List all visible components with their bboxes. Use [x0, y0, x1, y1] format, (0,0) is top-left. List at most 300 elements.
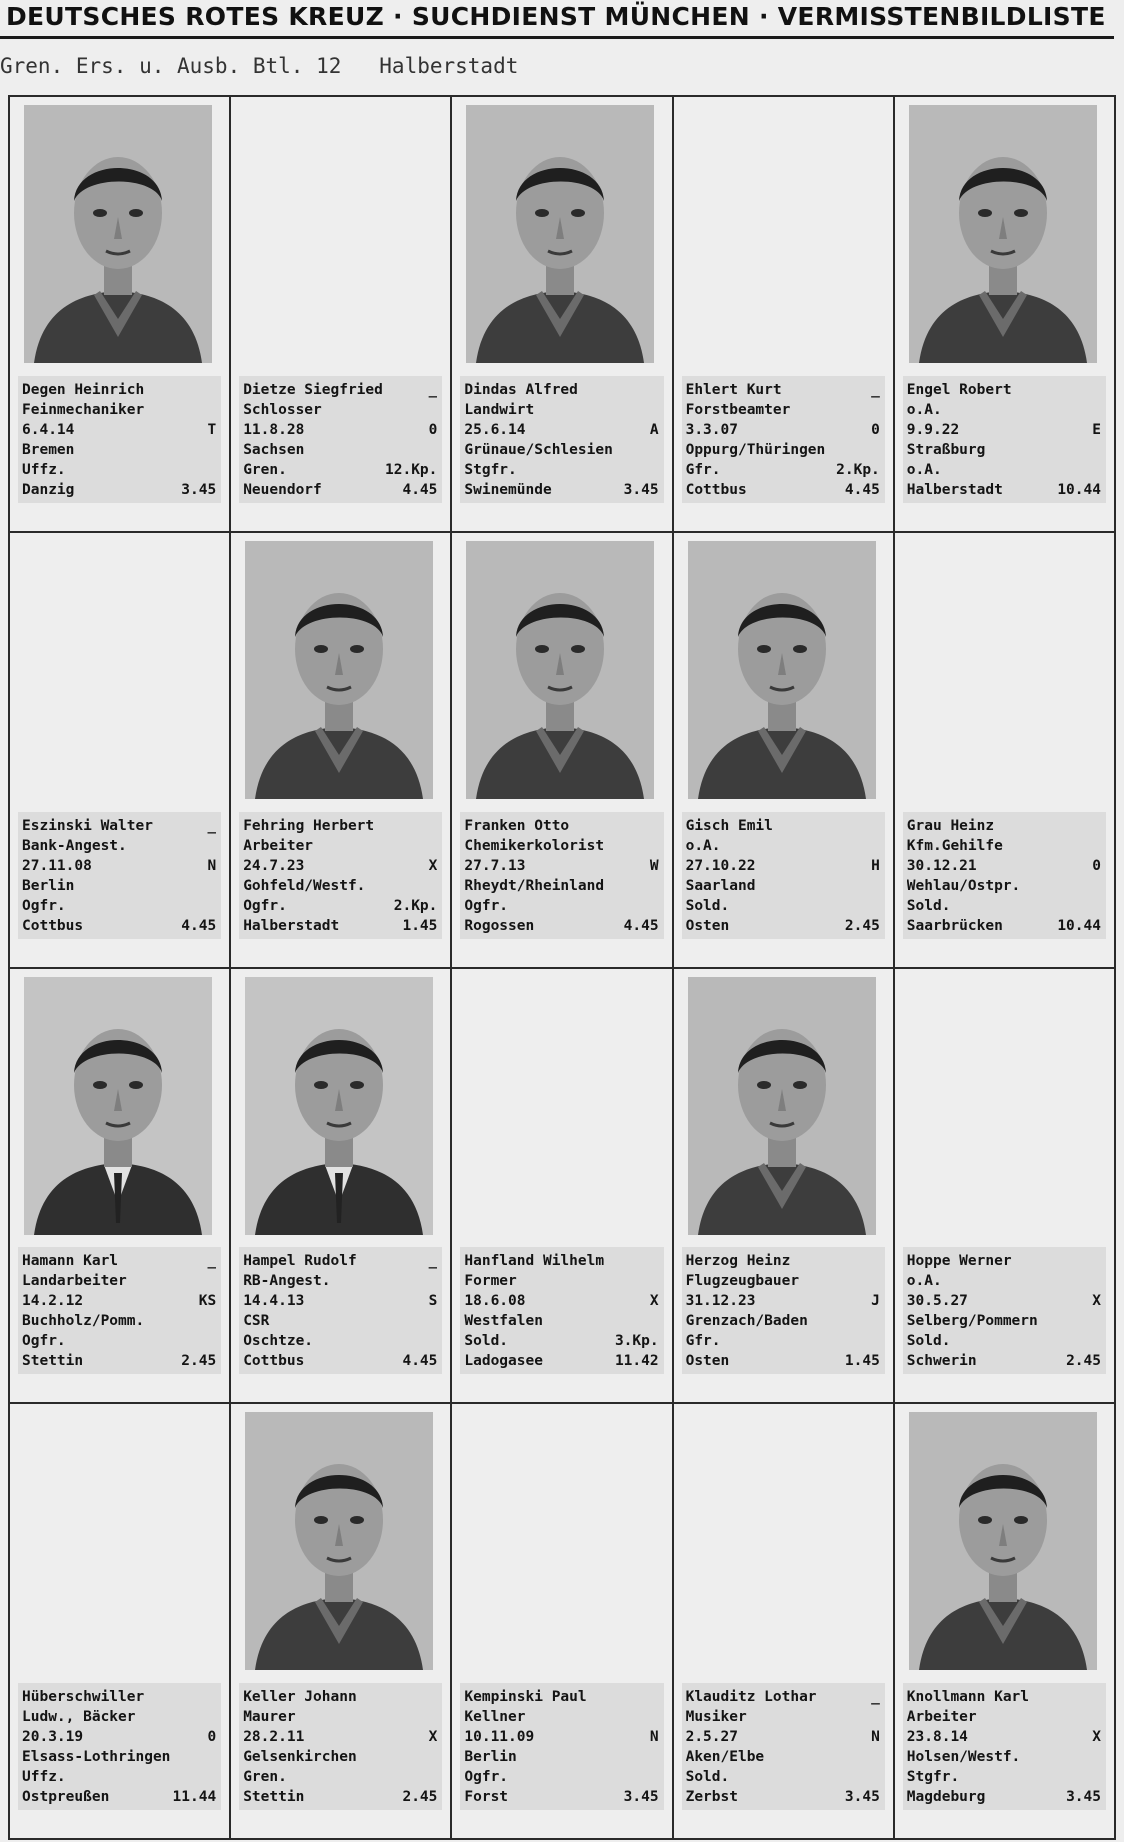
- info-value: 4.45: [402, 1353, 438, 1370]
- info-text: Hanfland Wilhelm: [464, 1253, 605, 1270]
- info-value: A: [649, 421, 659, 438]
- person-info: [18, 812, 221, 939]
- person-photo: [466, 541, 654, 799]
- info-text: 14.4.13: [243, 1293, 305, 1310]
- info-text: Ogfr.: [22, 1333, 66, 1350]
- info-text: Selberg/Pommern: [906, 1313, 1038, 1330]
- info-value: X: [1092, 1293, 1101, 1310]
- info-text: 10.11.09: [464, 1729, 535, 1745]
- person-info: [903, 1247, 1106, 1374]
- person-photo: [24, 105, 212, 363]
- info-value: 4.45: [181, 917, 217, 934]
- info-text: o.A.: [906, 401, 942, 418]
- info-line: [22, 1787, 216, 1807]
- info-text: Westfalen: [464, 1313, 543, 1330]
- info-value: 0: [428, 421, 438, 438]
- info-line: [22, 1707, 216, 1727]
- info-text: Halberstadt: [243, 917, 340, 934]
- info-text: Wehlau/Ostpr.: [906, 877, 1021, 894]
- info-text: 28.2.11: [243, 1729, 305, 1745]
- info-text: Stgfr.: [906, 1769, 960, 1785]
- info-line: [464, 836, 658, 856]
- person-card: [674, 97, 895, 533]
- info-value: _: [207, 817, 217, 834]
- info-value: N: [207, 857, 217, 874]
- info-text: Landarbeiter: [22, 1273, 127, 1290]
- info-line: [243, 1787, 437, 1807]
- info-line: [22, 1331, 216, 1351]
- info-text: 27.10.22: [685, 857, 756, 874]
- info-value: H: [871, 857, 880, 874]
- info-line: [907, 440, 1101, 460]
- info-line: [243, 1251, 437, 1271]
- info-value: 2.Kp.: [393, 897, 438, 914]
- info-line: [907, 1271, 1101, 1291]
- info-text: Kfm.Gehilfe: [906, 837, 1003, 854]
- info-value: 0: [1092, 857, 1101, 874]
- info-line: [243, 1331, 437, 1351]
- info-line: [243, 1707, 437, 1727]
- info-text: Hüberschwiller: [22, 1689, 145, 1705]
- info-text: Dietze Siegfried: [243, 381, 383, 398]
- info-value: 3.45: [623, 1789, 659, 1805]
- info-text: Buchholz/Pomm.: [22, 1313, 145, 1330]
- info-line: [464, 816, 658, 836]
- info-text: Rogossen: [464, 917, 535, 934]
- info-line: [243, 400, 437, 420]
- info-line: [686, 480, 880, 500]
- info-line: [464, 440, 658, 460]
- info-line: [464, 460, 658, 480]
- info-value: 3.45: [623, 481, 659, 498]
- info-line: [243, 480, 437, 500]
- person-photo: [909, 105, 1097, 363]
- info-text: Chemikerkolorist: [464, 837, 605, 854]
- info-line: [464, 856, 658, 876]
- info-text: Osten: [685, 917, 730, 934]
- info-text: Ladogasee: [464, 1353, 543, 1370]
- info-line: [686, 1787, 880, 1807]
- info-text: Flugzeugbauer: [685, 1273, 800, 1290]
- info-value: 3.45: [181, 481, 217, 498]
- info-text: Landwirt: [464, 401, 535, 418]
- info-line: [464, 1351, 658, 1371]
- person-info: [682, 812, 885, 939]
- info-text: 9.9.22: [906, 421, 960, 438]
- info-text: Magdeburg: [906, 1789, 986, 1805]
- person-card: [231, 533, 452, 969]
- info-line: [686, 1291, 880, 1311]
- info-line: [907, 876, 1101, 896]
- info-line: [22, 816, 216, 836]
- info-line: [243, 856, 437, 876]
- info-line: [243, 1291, 437, 1311]
- person-card: [895, 97, 1116, 533]
- info-text: Forstbeamter: [685, 401, 791, 418]
- info-value: 12.Kp.: [385, 461, 438, 478]
- info-text: Zerbst: [685, 1789, 738, 1805]
- info-line: [686, 1747, 880, 1767]
- info-text: o.A.: [906, 461, 942, 478]
- info-text: Gisch Emil: [685, 817, 773, 834]
- info-line: [243, 1311, 437, 1331]
- person-info: [682, 1247, 885, 1374]
- info-line: [907, 1707, 1101, 1727]
- person-card: [10, 97, 231, 533]
- info-line: [22, 1727, 216, 1747]
- info-line: [907, 836, 1101, 856]
- info-text: Grünaue/Schlesien: [464, 441, 613, 458]
- info-text: Arbeiter: [906, 1709, 977, 1725]
- info-line: [22, 1767, 216, 1787]
- info-text: Straßburg: [906, 441, 986, 458]
- person-info: [239, 376, 442, 503]
- info-text: Bank-Angest.: [22, 837, 127, 854]
- info-text: 20.3.19: [22, 1729, 84, 1745]
- info-line: [907, 1331, 1101, 1351]
- person-card: [895, 1404, 1116, 1840]
- person-info: [903, 1683, 1106, 1810]
- info-line: [243, 440, 437, 460]
- info-line: [686, 1271, 880, 1291]
- info-line: [464, 1291, 658, 1311]
- person-info: [18, 1683, 221, 1810]
- info-text: 11.8.28: [243, 421, 305, 438]
- info-value: 1.45: [844, 1353, 880, 1370]
- info-value: X: [1092, 1729, 1101, 1745]
- info-line: [686, 916, 880, 936]
- info-value: N: [649, 1729, 659, 1745]
- info-text: Hoppe Werner: [906, 1253, 1012, 1270]
- info-line: [243, 816, 437, 836]
- info-text: Forst: [464, 1789, 509, 1805]
- info-text: Engel Robert: [906, 381, 1012, 398]
- info-line: [686, 1331, 880, 1351]
- info-text: Oschtze.: [243, 1333, 314, 1350]
- info-value: _: [428, 381, 438, 398]
- person-info: [903, 812, 1106, 939]
- info-line: [686, 440, 880, 460]
- person-photo: [24, 977, 212, 1235]
- info-line: [243, 1727, 437, 1747]
- person-photo: [245, 977, 433, 1235]
- info-value: 11.42: [614, 1353, 659, 1370]
- info-text: Danzig: [22, 481, 75, 498]
- info-text: o.A.: [685, 837, 721, 854]
- info-text: 18.6.08: [464, 1293, 526, 1310]
- info-line: [907, 856, 1101, 876]
- info-text: Musiker: [685, 1709, 747, 1725]
- info-line: [686, 1767, 880, 1787]
- info-text: Ogfr.: [22, 897, 66, 914]
- person-card: [231, 1404, 452, 1840]
- person-info: [460, 1247, 663, 1374]
- info-line: [464, 400, 658, 420]
- info-text: Ogfr.: [464, 1769, 509, 1785]
- info-text: Sold.: [685, 897, 730, 914]
- info-line: [243, 460, 437, 480]
- info-text: Saarland: [685, 877, 756, 894]
- info-line: [686, 856, 880, 876]
- info-line: [464, 876, 658, 896]
- person-info: [239, 1683, 442, 1810]
- info-value: 2.45: [181, 1353, 217, 1370]
- info-line: [22, 1271, 216, 1291]
- info-line: [907, 480, 1101, 500]
- info-line: [907, 1727, 1101, 1747]
- info-line: [464, 1767, 658, 1787]
- page-header: [0, 0, 1124, 44]
- person-card: [674, 969, 895, 1405]
- info-line: [686, 876, 880, 896]
- info-text: o.A.: [906, 1273, 942, 1290]
- info-line: [464, 1311, 658, 1331]
- info-line: [907, 916, 1101, 936]
- info-line: [907, 380, 1101, 400]
- info-value: 3.45: [1066, 1789, 1101, 1805]
- info-text: Berlin: [464, 1749, 517, 1765]
- person-photo: [909, 1412, 1097, 1670]
- info-line: [686, 1351, 880, 1371]
- info-text: Grenzach/Baden: [685, 1313, 808, 1330]
- person-card: [10, 969, 231, 1405]
- info-line: [22, 876, 216, 896]
- info-line: [686, 1251, 880, 1271]
- info-value: T: [207, 421, 217, 438]
- info-line: [686, 380, 880, 400]
- header-divider: [0, 36, 1114, 39]
- info-line: [464, 1747, 658, 1767]
- info-text: Franken Otto: [464, 817, 570, 834]
- info-value: 2.Kp.: [836, 461, 880, 478]
- info-text: Hampel Rudolf: [243, 1253, 357, 1270]
- info-text: Uffz.: [22, 461, 66, 478]
- person-info: [460, 376, 663, 503]
- info-line: [22, 1291, 216, 1311]
- info-value: 1.45: [402, 917, 438, 934]
- info-line: [22, 896, 216, 916]
- info-line: [907, 816, 1101, 836]
- info-text: Stgfr.: [464, 461, 517, 478]
- info-line: [464, 916, 658, 936]
- person-photo: [245, 1412, 433, 1670]
- info-line: [907, 1787, 1101, 1807]
- person-card: [231, 969, 452, 1405]
- info-value: 11.44: [172, 1789, 217, 1805]
- info-text: Keller Johann: [243, 1689, 357, 1705]
- info-value: 0: [207, 1729, 217, 1745]
- info-text: 31.12.23: [685, 1293, 756, 1310]
- info-line: [464, 1787, 658, 1807]
- info-line: [243, 420, 437, 440]
- info-text: Berlin: [22, 877, 75, 894]
- info-text: Stettin: [243, 1789, 305, 1805]
- info-line: [22, 1687, 216, 1707]
- info-value: X: [428, 857, 438, 874]
- info-line: [22, 856, 216, 876]
- info-text: Grau Heinz: [906, 817, 995, 834]
- info-text: Dindas Alfred: [464, 381, 578, 398]
- info-text: Schlosser: [243, 401, 322, 418]
- info-line: [464, 1271, 658, 1291]
- person-info: [682, 376, 885, 503]
- info-line: [686, 420, 880, 440]
- info-line: [907, 420, 1101, 440]
- info-text: Sold.: [906, 1333, 951, 1350]
- info-line: [907, 1251, 1101, 1271]
- info-text: 24.7.23: [243, 857, 305, 874]
- info-line: [907, 1351, 1101, 1371]
- info-value: W: [649, 857, 659, 874]
- person-photo: [688, 977, 876, 1235]
- info-value: 4.45: [402, 481, 438, 498]
- info-line: [907, 896, 1101, 916]
- info-value: _: [871, 381, 880, 398]
- info-text: Herzog Heinz: [685, 1253, 791, 1270]
- info-line: [686, 1707, 880, 1727]
- info-text: Halberstadt: [906, 481, 1003, 498]
- info-text: Sold.: [464, 1333, 509, 1350]
- info-line: [464, 896, 658, 916]
- info-line: [686, 1727, 880, 1747]
- info-line: [686, 1311, 880, 1331]
- info-line: [686, 400, 880, 420]
- info-line: [243, 896, 437, 916]
- info-value: 3.45: [844, 1789, 880, 1805]
- info-value: 2.45: [1066, 1353, 1101, 1370]
- person-card: [895, 969, 1116, 1405]
- person-info: [460, 1683, 663, 1810]
- info-text: Sachsen: [243, 441, 305, 458]
- info-text: Cottbus: [685, 481, 747, 498]
- info-text: Ehlert Kurt: [685, 381, 782, 398]
- info-line: [686, 816, 880, 836]
- person-card: [452, 1404, 673, 1840]
- page-title: DEUTSCHES ROTES KREUZ · SUCHDIENST MÜNCHEN · VERMISSTENBILDLISTE: [6, 2, 1106, 31]
- info-text: Kellner: [464, 1709, 526, 1725]
- info-text: 14.2.12: [22, 1293, 84, 1310]
- info-line: [907, 1767, 1101, 1787]
- info-line: [243, 876, 437, 896]
- info-text: Sold.: [906, 897, 951, 914]
- info-text: Gren.: [243, 1769, 287, 1785]
- info-text: 27.7.13: [464, 857, 526, 874]
- info-text: Holsen/Westf.: [906, 1749, 1021, 1765]
- info-line: [243, 1687, 437, 1707]
- info-line: [907, 1291, 1101, 1311]
- person-card: [452, 97, 673, 533]
- info-line: [22, 1747, 216, 1767]
- info-text: 25.6.14: [464, 421, 526, 438]
- info-line: [464, 1727, 658, 1747]
- person-card: [452, 533, 673, 969]
- info-text: Gren.: [243, 461, 287, 478]
- info-line: [22, 1311, 216, 1331]
- info-line: [22, 1351, 216, 1371]
- info-text: Gelsenkirchen: [243, 1749, 357, 1765]
- info-text: 27.11.08: [22, 857, 92, 874]
- info-value: X: [649, 1293, 659, 1310]
- info-line: [243, 1767, 437, 1787]
- info-value: S: [428, 1293, 438, 1310]
- info-text: Feinmechaniker: [22, 401, 145, 418]
- person-photo: [245, 541, 433, 799]
- info-value: X: [428, 1729, 438, 1745]
- info-line: [22, 420, 216, 440]
- info-value: _: [428, 1253, 438, 1270]
- person-card: [674, 1404, 895, 1840]
- info-line: [243, 1351, 437, 1371]
- info-text: Neuendorf: [243, 481, 322, 498]
- info-text: Eszinski Walter: [22, 817, 153, 834]
- info-line: [22, 1251, 216, 1271]
- info-value: 3.Kp.: [614, 1333, 659, 1350]
- info-text: Klauditz Lothar: [685, 1689, 817, 1705]
- missing-persons-grid: [8, 95, 1116, 1840]
- info-value: _: [207, 1253, 217, 1270]
- unit-subtitle: Gren. Ers. u. Ausb. Btl. 12 Halberstadt: [0, 54, 519, 78]
- person-photo: [688, 541, 876, 799]
- info-text: Osten: [685, 1353, 730, 1370]
- info-line: [907, 1747, 1101, 1767]
- info-text: 30.12.21: [906, 857, 977, 874]
- info-value: J: [871, 1293, 880, 1310]
- info-line: [464, 1251, 658, 1271]
- info-line: [464, 380, 658, 400]
- person-info: [682, 1683, 885, 1810]
- info-text: 6.4.14: [22, 421, 75, 438]
- info-line: [243, 836, 437, 856]
- info-text: CSR: [243, 1313, 270, 1330]
- info-text: 3.3.07: [685, 421, 738, 438]
- info-value: N: [871, 1729, 880, 1745]
- info-line: [22, 836, 216, 856]
- info-text: Gfr.: [685, 461, 721, 478]
- info-text: Stettin: [22, 1353, 84, 1370]
- info-line: [464, 1707, 658, 1727]
- info-text: Sold.: [685, 1769, 730, 1785]
- info-line: [22, 400, 216, 420]
- info-text: Uffz.: [22, 1769, 66, 1785]
- info-text: Gohfeld/Westf.: [243, 877, 366, 894]
- info-value: 4.45: [844, 481, 880, 498]
- info-text: Ogfr.: [464, 897, 509, 914]
- person-photo: [466, 105, 654, 363]
- info-value: 10.44: [1057, 917, 1101, 934]
- info-text: Hamann Karl: [22, 1253, 119, 1270]
- info-line: [907, 400, 1101, 420]
- info-text: Rheydt/Rheinland: [464, 877, 605, 894]
- info-text: Oppurg/Thüringen: [685, 441, 826, 458]
- info-text: Saarbrücken: [906, 917, 1003, 934]
- info-text: RB-Angest.: [243, 1273, 331, 1290]
- person-card: [10, 1404, 231, 1840]
- info-line: [907, 1311, 1101, 1331]
- info-text: 30.5.27: [906, 1293, 968, 1310]
- info-value: KS: [198, 1293, 217, 1310]
- info-text: Ostpreußen: [22, 1789, 110, 1805]
- info-text: Swinemünde: [464, 481, 552, 498]
- person-card: [674, 533, 895, 969]
- person-info: [460, 812, 663, 939]
- info-value: _: [871, 1689, 880, 1705]
- info-text: Former: [464, 1273, 517, 1290]
- info-text: Ogfr.: [243, 897, 287, 914]
- info-line: [686, 460, 880, 480]
- info-line: [243, 916, 437, 936]
- person-card: [231, 97, 452, 533]
- info-line: [22, 440, 216, 460]
